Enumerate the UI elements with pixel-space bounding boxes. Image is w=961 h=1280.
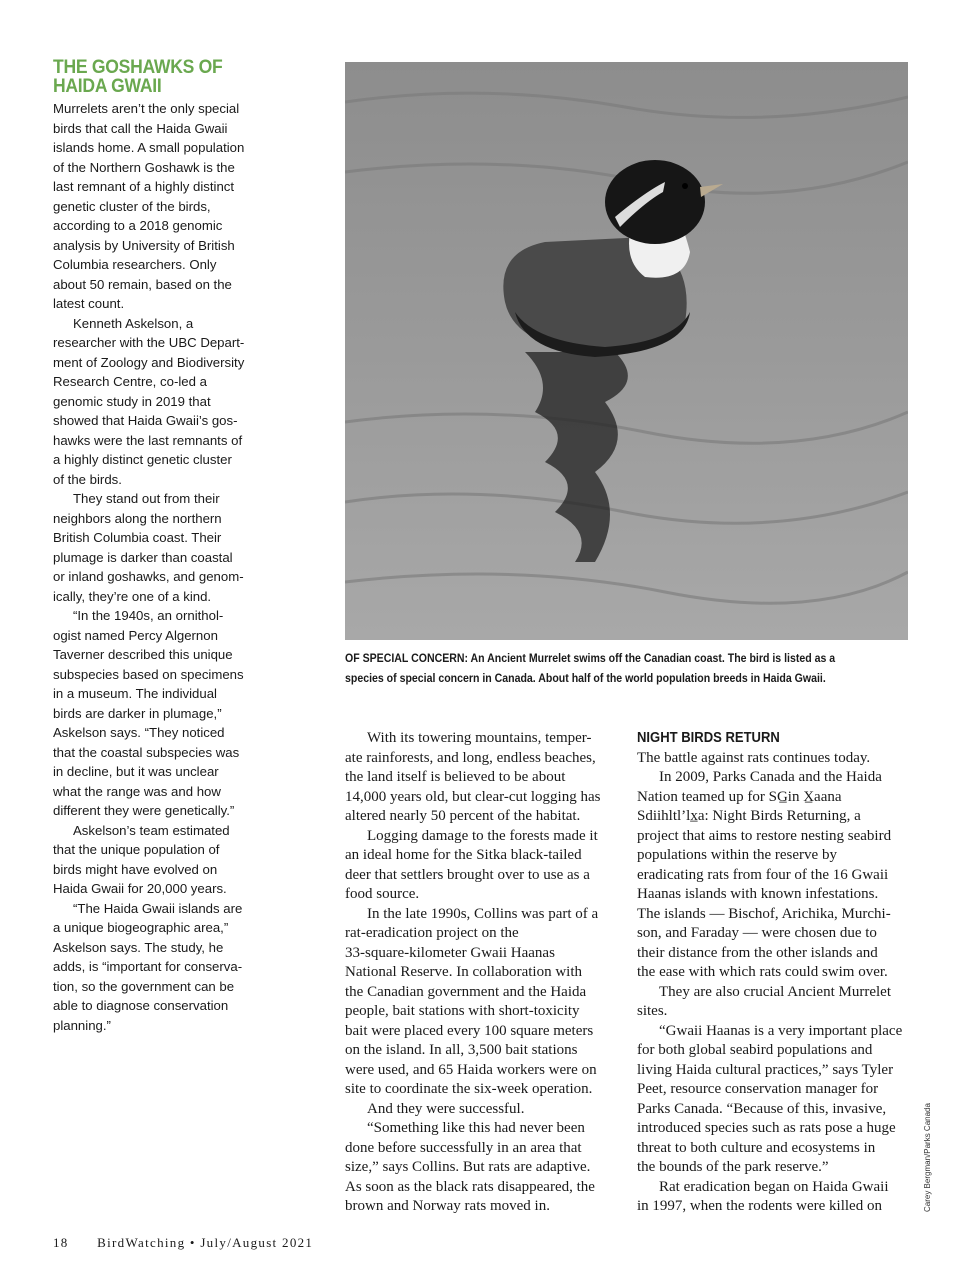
text-line: planning.” xyxy=(53,1017,111,1033)
paragraph xyxy=(637,749,909,769)
paragraph xyxy=(53,899,263,1036)
text-line: neighbors along the northern xyxy=(53,510,222,526)
text-line: Haida Gwaii for 20,000 years. xyxy=(53,881,227,896)
text-line: National Reserve. In collaboration with xyxy=(345,964,583,980)
text-line: an ideal home for the Sitka black-tailed xyxy=(345,847,582,863)
text-line: The battle against rats continues today. xyxy=(637,749,871,766)
text-line: sites. xyxy=(637,1003,668,1019)
text-line: ment of Zoology and Biodiversity xyxy=(53,354,245,370)
text-line: altered nearly 50 percent of the habitat. xyxy=(345,808,581,824)
text-line: in 1997, when the rodents were killed on xyxy=(637,1198,882,1214)
text-line: or inland goshawks, and genom- xyxy=(53,569,244,584)
text-line: a unique biogeographic area,” xyxy=(53,920,229,935)
section-heading: NIGHT BIRDS RETURN xyxy=(637,730,780,746)
text-line: living Haida cultural practices,” says Tyler xyxy=(637,1061,894,1078)
text-line: birds might have evolved on xyxy=(53,861,218,877)
text-line: Askelson says. “They noticed xyxy=(53,725,225,740)
ancient-murrelet-photo xyxy=(345,62,908,640)
text-line: hawks were the last remnants of xyxy=(53,432,243,448)
text-line: Sdiihltl’lx̲a: Night Birds Returning, a xyxy=(637,808,861,824)
text-line: They are also crucial Ancient Murrelet xyxy=(659,983,891,1000)
text-line: researcher with the UBC Depart- xyxy=(53,335,245,350)
sidebar-title-line: THE GOSHAWKS OF xyxy=(53,56,223,78)
text-line: last remnant of a highly distinct xyxy=(53,179,235,194)
text-line: In 2009, Parks Canada and the Haida xyxy=(659,769,882,785)
text-line: British Columbia coast. Their xyxy=(53,530,222,545)
text-line: “Gwaii Haanas is a very important place xyxy=(659,1022,903,1039)
text-line: Research Centre, co-led a xyxy=(53,374,207,389)
text-line: of the birds. xyxy=(53,471,122,487)
paragraph xyxy=(53,606,263,821)
page-footer xyxy=(53,1235,313,1251)
sidebar-body xyxy=(53,99,263,1035)
text-line: threat to both culture and ecosystems in xyxy=(637,1139,876,1156)
paragraph xyxy=(637,768,909,983)
text-line: Columbia researchers. Only xyxy=(53,257,217,272)
paragraph xyxy=(53,99,263,314)
text-line: people, bait stations with short-toxicity xyxy=(345,1003,580,1019)
paragraph xyxy=(53,314,263,490)
text-line: size,” says Collins. But rats are adaptive. xyxy=(345,1159,591,1175)
text-line: site to coordinate the six-week operation. xyxy=(345,1081,593,1097)
paragraph xyxy=(345,1119,613,1217)
sidebar-goshawks xyxy=(53,58,263,1035)
text-line: in decline, but it was unclear xyxy=(53,764,219,779)
text-line: Parks Canada. “Because of this, invasive, xyxy=(637,1100,887,1117)
text-line: They stand out from their xyxy=(73,491,220,506)
text-line: 14,000 years old, but clear-cut logging has xyxy=(345,788,601,805)
text-line: bait were placed every 100 square meters xyxy=(345,1022,594,1039)
article-column-1 xyxy=(345,729,613,1217)
photo-caption xyxy=(345,648,855,688)
text-line: islands home. A small population xyxy=(53,140,245,155)
text-line: The islands — Bischof, Arichika, Murchi- xyxy=(637,905,891,922)
text-line: 33-square-kilometer Gwaii Haanas xyxy=(345,944,555,961)
paragraph xyxy=(637,983,909,1022)
text-line: that the coastal subspecies was xyxy=(53,744,240,760)
paragraph xyxy=(53,821,263,899)
text-line: Logging damage to the forests made it xyxy=(367,827,598,844)
text-line: birds are darker in plumage,” xyxy=(53,705,222,721)
text-line: a highly distinct genetic cluster xyxy=(53,452,232,467)
text-line: populations within the reserve by xyxy=(637,847,837,863)
text-line: son, and Faraday — were chosen due to xyxy=(637,925,877,941)
text-line: Taverner described this unique xyxy=(53,647,233,662)
text-line: As soon as the black rats disappeared, the xyxy=(345,1178,595,1195)
text-line: about 50 remain, based on the xyxy=(53,276,232,292)
text-line: plumage is darker than coastal xyxy=(53,549,233,565)
text-line: Askelson says. The study, he xyxy=(53,939,224,955)
text-line: different they were genetically.” xyxy=(53,803,235,818)
text-line: genomic study in 2019 that xyxy=(53,393,211,409)
publication-info: BirdWatching • July/August 2021 xyxy=(97,1235,314,1250)
text-line: Nation teamed up for SG̲in X̲aana xyxy=(637,788,842,805)
text-line: Rat eradication began on Haida Gwaii xyxy=(659,1178,889,1195)
text-line: analysis by University of British xyxy=(53,237,235,253)
caption-line: species of special concern in Canada. About half of the world population breeds in Haida Gwaii. xyxy=(345,671,826,685)
paragraph xyxy=(53,489,263,606)
text-line: genetic cluster of the birds, xyxy=(53,198,211,214)
text-line: “The Haida Gwaii islands are xyxy=(73,900,243,916)
text-line: Askelson’s team estimated xyxy=(73,822,230,838)
paragraph xyxy=(345,729,613,827)
paragraph xyxy=(345,905,613,1100)
text-line: on the island. In all, 3,500 bait stations xyxy=(345,1042,578,1058)
sidebar-title-line: HAIDA GWAII xyxy=(53,75,162,97)
text-line: With its towering mountains, temper- xyxy=(367,730,592,746)
caption-line: OF SPECIAL CONCERN: An Ancient Murrelet swims off the Canadian coast. The bird is listed as a xyxy=(345,651,836,665)
paragraph xyxy=(345,827,613,905)
text-line: Haanas islands with known infestations. xyxy=(637,886,879,902)
text-line: “In the 1940s, an ornithol- xyxy=(73,608,224,623)
paragraph xyxy=(637,1178,909,1217)
text-line: adds, is “important for conserva- xyxy=(53,959,243,974)
text-line: brown and Norway rats moved in. xyxy=(345,1198,550,1214)
text-line: were used, and 65 Haida workers were on xyxy=(345,1061,597,1078)
photo-credit: Carey Bergman/Parks Canada xyxy=(923,1103,932,1212)
text-line: birds that call the Haida Gwaii xyxy=(53,120,228,136)
text-line: ically, they’re one of a kind. xyxy=(53,588,212,604)
text-line: “Something like this had never been xyxy=(367,1120,585,1136)
text-line: In the late 1990s, Collins was part of a xyxy=(367,905,599,922)
text-line: subspecies based on specimens xyxy=(53,666,244,682)
text-line: Murrelets aren’t the only special xyxy=(53,101,240,116)
text-line: their distance from the other islands and xyxy=(637,944,878,961)
text-line: deer that settlers brought over to use as a xyxy=(345,866,590,883)
text-line: Peet, resource conservation manager for xyxy=(637,1081,879,1097)
text-line: done before successfully in an area that xyxy=(345,1139,582,1156)
text-line: the land itself is believed to be about xyxy=(345,769,566,785)
text-line: for both global seabird populations and xyxy=(637,1042,873,1058)
text-line: that the unique population of xyxy=(53,842,220,857)
text-line: the bounds of the park reserve.” xyxy=(637,1159,829,1175)
text-line: ogist named Percy Algernon xyxy=(53,627,218,643)
article-column-2 xyxy=(637,729,909,1217)
text-line: able to diagnose conservation xyxy=(53,998,229,1013)
text-line: tion, so the government can be xyxy=(53,978,235,994)
text-line: And they were successful. xyxy=(367,1100,525,1117)
text-line: ate rainforests, and long, endless beaches, xyxy=(345,749,596,766)
text-line: rat-eradication project on the xyxy=(345,925,519,941)
text-line: according to a 2018 genomic xyxy=(53,218,223,233)
text-line: latest count. xyxy=(53,296,125,311)
paragraph xyxy=(345,1100,613,1120)
text-line: introduced species such as rats pose a huge xyxy=(637,1120,896,1136)
text-line: eradicating rats from four of the 16 Gwaii xyxy=(637,866,889,883)
text-line: what the range was and how xyxy=(53,783,221,799)
text-line: the Canadian government and the Haida xyxy=(345,983,587,1000)
paragraph xyxy=(637,1022,909,1178)
sidebar-title xyxy=(53,58,242,96)
page-number: 18 xyxy=(53,1235,69,1250)
text-line: project that aims to restore nesting seabird xyxy=(637,827,892,844)
text-line: the ease with which rats could swim over. xyxy=(637,964,888,980)
text-line: of the Northern Goshawk is the xyxy=(53,159,235,175)
text-line: food source. xyxy=(345,886,420,902)
text-line: Kenneth Askelson, a xyxy=(73,315,194,331)
text-line: in a museum. The individual xyxy=(53,686,217,701)
text-line: showed that Haida Gwaii’s gos- xyxy=(53,413,238,428)
